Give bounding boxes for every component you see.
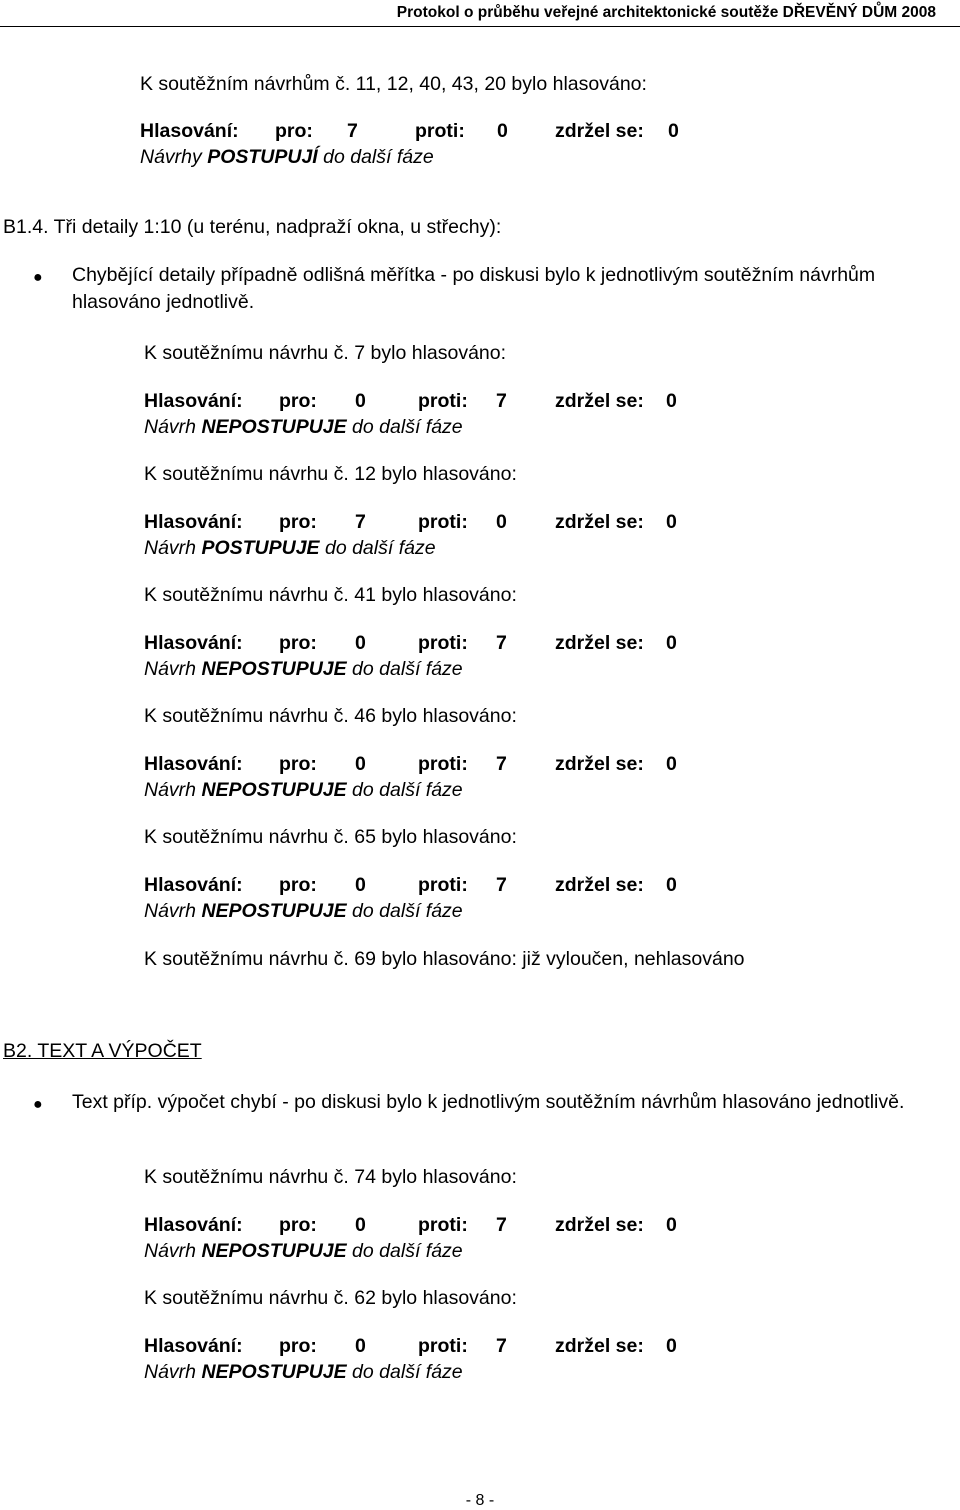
- vote-pro-value: 0: [355, 1335, 366, 1357]
- vote-label: Hlasování:: [144, 1214, 243, 1236]
- vote-zdrzel-value: 0: [666, 874, 677, 896]
- vote-result: Návrh NEPOSTUPUJE do další fáze: [144, 779, 463, 801]
- vote-pro-value: 0: [355, 390, 366, 412]
- vote-result: Návrh NEPOSTUPUJE do další fáze: [144, 1361, 463, 1383]
- vote-row: [144, 755, 704, 777]
- vote-zdrzel-label: zdržel se:: [555, 120, 644, 142]
- vote-proti-label: proti:: [418, 874, 468, 896]
- vote-pro-label: pro:: [279, 753, 317, 775]
- excluded-note: K soutěžnímu návrhu č. 69 bylo hlasováno: již vyloučen, nehlasováno: [144, 948, 745, 970]
- vote-label: Hlasování:: [144, 390, 243, 412]
- vote-result: Návrh NEPOSTUPUJE do další fáze: [144, 658, 463, 680]
- vote-zdrzel-value: 0: [666, 632, 677, 654]
- vote-proti-value: 7: [496, 1214, 507, 1236]
- vote-proti-value: 0: [496, 511, 507, 533]
- vote-proti-label: proti:: [418, 753, 468, 775]
- vote-pro-label: pro:: [275, 120, 313, 142]
- vote-proti-label: proti:: [418, 632, 468, 654]
- vote-result: Návrh NEPOSTUPUJE do další fáze: [144, 1240, 463, 1262]
- vote-row: [144, 513, 704, 535]
- proposal-line: K soutěžnímu návrhu č. 74 bylo hlasováno:: [144, 1166, 517, 1188]
- document-header: Protokol o průběhu veřejné architektonické soutěže DŘEVĚNÝ DŮM 2008: [396, 4, 936, 21]
- vote-label: Hlasování:: [140, 120, 239, 142]
- vote-proti-label: proti:: [418, 1335, 468, 1357]
- vote-label: Hlasování:: [144, 1335, 243, 1357]
- vote-proti-value: 7: [496, 1335, 507, 1357]
- vote-zdrzel-value: 0: [666, 511, 677, 533]
- vote-result: Návrh NEPOSTUPUJE do další fáze: [144, 416, 463, 438]
- bullet-text-b2: Text příp. výpočet chybí - po diskusi bylo k jednotlivým soutěžním návrhům hlasováno jednotlivě.: [72, 1091, 905, 1113]
- vote-zdrzel-value: 0: [666, 753, 677, 775]
- vote-label: Hlasování:: [144, 511, 243, 533]
- vote-row: [140, 122, 700, 144]
- vote-row: [144, 1216, 704, 1238]
- vote-zdrzel-label: zdržel se:: [555, 390, 644, 412]
- bullet-dot: ●: [33, 1096, 43, 1113]
- vote-row: [144, 634, 704, 656]
- vote-pro-label: pro:: [279, 1214, 317, 1236]
- vote-pro-label: pro:: [279, 511, 317, 533]
- vote-pro-label: pro:: [279, 632, 317, 654]
- vote-proti-label: proti:: [415, 120, 465, 142]
- vote-pro-value: 7: [347, 120, 358, 142]
- vote-proti-label: proti:: [418, 511, 468, 533]
- proposal-line: K soutěžnímu návrhu č. 12 bylo hlasováno:: [144, 463, 517, 485]
- vote-zdrzel-value: 0: [666, 1214, 677, 1236]
- vote-label: Hlasování:: [144, 874, 243, 896]
- vote-proti-value: 7: [496, 753, 507, 775]
- vote-pro-label: pro:: [279, 390, 317, 412]
- vote-pro-value: 7: [355, 511, 366, 533]
- page-number: - 8 -: [465, 1492, 495, 1509]
- vote-pro-label: pro:: [279, 1335, 317, 1357]
- vote-zdrzel-label: zdržel se:: [555, 511, 644, 533]
- vote-result: Návrh NEPOSTUPUJE do další fáze: [144, 900, 463, 922]
- vote-row: [144, 876, 704, 898]
- vote-zdrzel-label: zdržel se:: [555, 753, 644, 775]
- vote-pro-label: pro:: [279, 874, 317, 896]
- intro-text: K soutěžním návrhům č. 11, 12, 40, 43, 20 bylo hlasováno:: [140, 73, 647, 95]
- bullet-dot: ●: [33, 269, 43, 286]
- vote-proti-value: 0: [497, 120, 508, 142]
- vote-result: Návrh POSTUPUJE do další fáze: [144, 537, 436, 559]
- vote-proti-label: proti:: [418, 390, 468, 412]
- vote-pro-value: 0: [355, 753, 366, 775]
- vote-zdrzel-label: zdržel se:: [555, 874, 644, 896]
- vote-result: Návrhy POSTUPUJÍ do další fáze: [140, 146, 434, 168]
- proposal-line: K soutěžnímu návrhu č. 46 bylo hlasováno:: [144, 705, 517, 727]
- vote-zdrzel-value: 0: [668, 120, 679, 142]
- vote-proti-value: 7: [496, 632, 507, 654]
- proposal-line: K soutěžnímu návrhu č. 41 bylo hlasováno:: [144, 584, 517, 606]
- vote-pro-value: 0: [355, 874, 366, 896]
- vote-zdrzel-value: 0: [666, 390, 677, 412]
- vote-zdrzel-label: zdržel se:: [555, 1335, 644, 1357]
- vote-zdrzel-label: zdržel se:: [555, 632, 644, 654]
- vote-zdrzel-value: 0: [666, 1335, 677, 1357]
- vote-proti-value: 7: [496, 390, 507, 412]
- proposal-line: K soutěžnímu návrhu č. 7 bylo hlasováno:: [144, 342, 507, 364]
- vote-proti-label: proti:: [418, 1214, 468, 1236]
- vote-pro-value: 0: [355, 1214, 366, 1236]
- vote-row: [144, 1337, 704, 1359]
- vote-row: [144, 392, 704, 414]
- proposal-line: K soutěžnímu návrhu č. 62 bylo hlasováno:: [144, 1287, 517, 1309]
- vote-label: Hlasování:: [144, 632, 243, 654]
- section-heading-b2: B2. TEXT A VÝPOČET: [3, 1040, 202, 1062]
- vote-proti-value: 7: [496, 874, 507, 896]
- bullet-text-b14: Chybějící detaily případně odlišná měřítka - po diskusi bylo k jednotlivým soutěžním návrhům hlasováno jednotlivě.: [72, 264, 876, 313]
- vote-label: Hlasování:: [144, 753, 243, 775]
- section-heading-b14: B1.4. Tři detaily 1:10 (u terénu, nadpraží okna, u střechy):: [3, 216, 502, 238]
- proposal-line: K soutěžnímu návrhu č. 65 bylo hlasováno:: [144, 826, 517, 848]
- header-rule: [0, 26, 960, 27]
- vote-pro-value: 0: [355, 632, 366, 654]
- vote-zdrzel-label: zdržel se:: [555, 1214, 644, 1236]
